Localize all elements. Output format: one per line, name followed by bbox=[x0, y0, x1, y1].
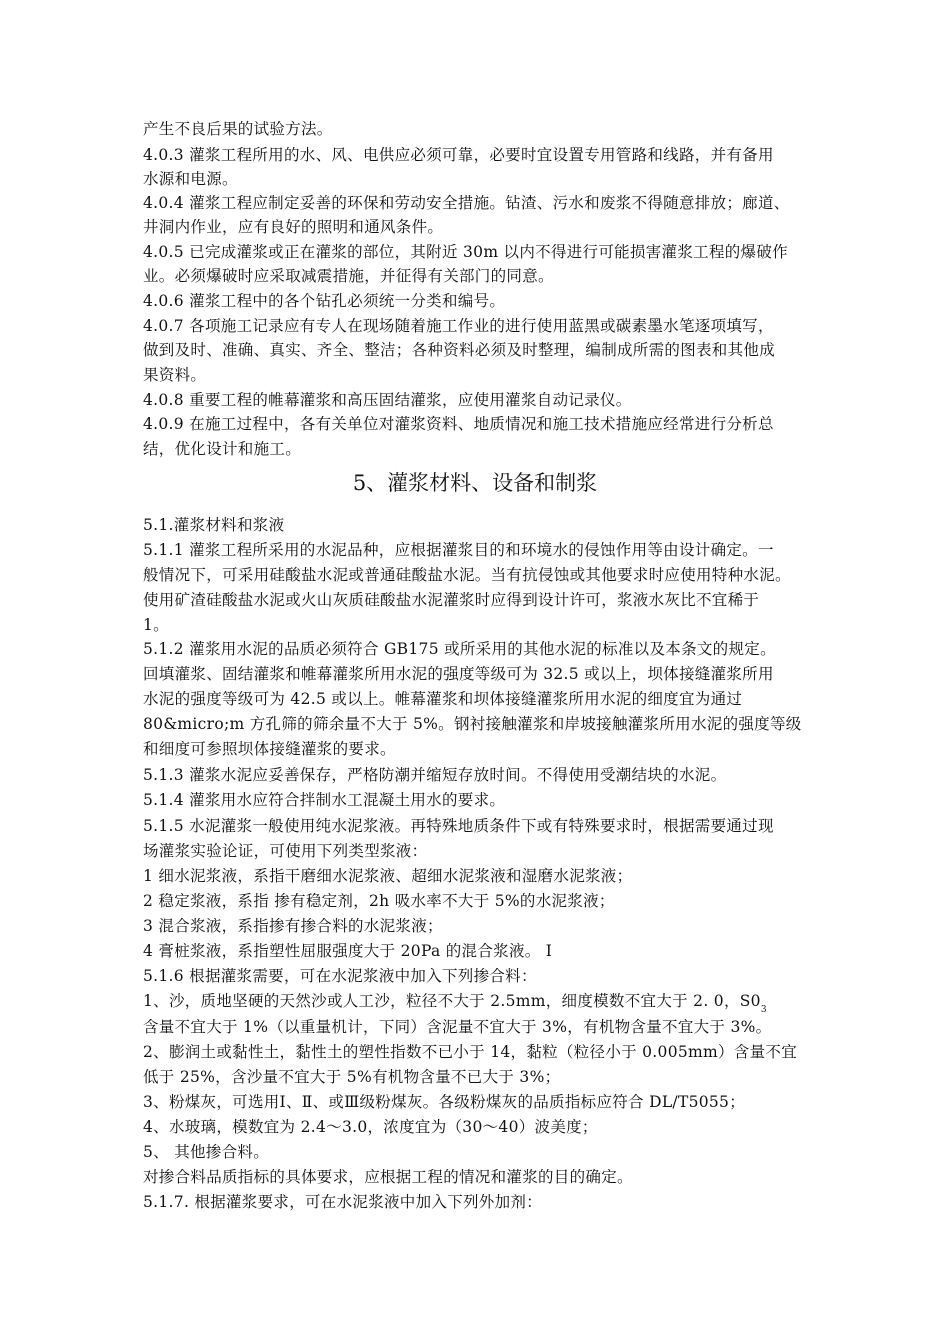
text-line: 2 稳定浆液，系指 掺有稳定剂，2h 吸水率不大于 5%的水泥浆液； bbox=[143, 892, 615, 910]
text-line: 水源和电源。 bbox=[143, 170, 238, 188]
text-line: 和细度可参照坝体接缝灌浆的要求。 bbox=[143, 740, 396, 758]
text-line: 使用矿渣硅酸盐水泥或火山灰质硅酸盐水泥灌浆时应得到设计许可，浆液水灰比不宜稀于 bbox=[143, 591, 760, 609]
text-line: 结，优化设计和施工。 bbox=[143, 440, 302, 458]
text-line: 般情况下，可采用硅酸盐水泥或普通硅酸盐水泥。当有抗侵蚀或其他要求时应使用特种水泥。 bbox=[143, 566, 791, 584]
text-line: 4.0.6 灌浆工程中的各个钻孔必须统一分类和编号。 bbox=[143, 292, 506, 310]
text-line: 回填灌浆、固结灌浆和帷幕灌浆所用水泥的强度等级可为 32.5 或以上，坝体接缝灌浆所用 bbox=[143, 665, 774, 683]
text-line: 80&micro;m 方孔筛的筛余量不大于 5%。钢衬接触灌浆和岸坡接触灌浆所用水泥的强度等级 bbox=[143, 715, 802, 733]
text-line: 5.1.6 根据灌浆需要，可在水泥浆液中加入下列掺合料： bbox=[143, 967, 537, 985]
text-line: 4.0.8 重要工程的帷幕灌浆和高压固结灌浆，应使用灌浆自动记录仪。 bbox=[143, 391, 632, 409]
text-line: 4、水玻璃，模数宜为 2.4～3.0，浓度宜为（30～40）波美度； bbox=[143, 1118, 598, 1136]
text-line: 5.1.1 灌浆工程所采用的水泥品种，应根据灌浆目的和环境水的侵蚀作用等由设计确定。一 bbox=[143, 541, 774, 559]
text-line: 4.0.9 在施工过程中，各有关单位对灌浆资料、地质情况和施工技术措施应经常进行分析总 bbox=[143, 415, 774, 433]
text-line: 果资料。 bbox=[143, 366, 207, 384]
text-line: 5.1.灌浆材料和浆液 bbox=[143, 516, 285, 534]
text-line: 业。必须爆破时应采取减震措施，并征得有关部门的同意。 bbox=[143, 267, 554, 285]
text-line: 4.0.3 灌浆工程所用的水、风、电供应必须可靠，必要时宜设置专用管路和线路，并有备用 bbox=[143, 146, 774, 164]
text-line: 3、粉煤灰，可选用Ⅰ、Ⅱ、或Ⅲ级粉煤灰。各级粉煤灰的品质指标应符合 DL/T5055； bbox=[143, 1093, 746, 1111]
text-line: 做到及时、准确、真实、齐全、整洁；各种资料必须及时整理，编制成所需的图表和其他成 bbox=[143, 341, 776, 359]
text-line: 水泥的强度等级可为 42.5 或以上。帷幕灌浆和坝体接缝灌浆所用水泥的细度宜为通过 bbox=[143, 690, 743, 708]
text-line: 3 混合浆液，系指掺有掺合料的水泥浆液； bbox=[143, 917, 443, 935]
text-line: 4 膏桩浆液，系指塑性屈服强度大于 20Pa 的混合浆液。 I bbox=[143, 942, 553, 960]
text-line: 场灌浆实验论证，可使用下列类型浆液： bbox=[143, 842, 428, 860]
text-line: 1 细水泥浆液，系指干磨细水泥浆液、超细水泥浆液和湿磨水泥浆液； bbox=[143, 867, 633, 885]
text-line: 2、膨润土或黏性土，黏性土的塑性指数不已小于 14，黏粒（粒径小于 0.005mm）含量不宜 bbox=[143, 1043, 798, 1061]
text-line: 井洞内作业，应有良好的照明和通风条件。 bbox=[143, 218, 444, 236]
text-line: 对掺合料品质指标的具体要求，应根据工程的情况和灌浆的目的确定。 bbox=[143, 1168, 633, 1186]
text-line: 含量不宜大于 1%（以重量机计，下同）含泥量不宜大于 3%，有机物含量不宜大于 3%。 bbox=[143, 1018, 772, 1036]
text-run: 1、沙，质地坚硬的天然沙或人工沙，粒径不大于 2.5mm，细度模数不宜大于 2. 0，S0 bbox=[143, 992, 761, 1010]
text-line: 5.1.2 灌浆用水泥的品质必须符合 GB175 或所采用的其他水泥的标准以及本条文的规定。 bbox=[143, 640, 776, 658]
text-line: 低于 25%，含沙量不宜大于 5%有机物含量不已大于 3%； bbox=[143, 1068, 561, 1086]
text-line: 4.0.7 各项施工记录应有专人在现场随着施工作业的进行使用蓝黑或碳素墨水笔逐项填写， bbox=[143, 317, 774, 335]
text-line: 4.0.5 已完成灌浆或正在灌浆的部位，其附近 30m 以内不得进行可能损害灌浆工程的爆破作 bbox=[143, 243, 788, 261]
text-line: 1。 bbox=[143, 616, 169, 634]
text-line: 4.0.4 灌浆工程应制定妥善的环保和劳动安全措施。钻渣、污水和废浆不得随意排放；廊道、 bbox=[143, 194, 790, 212]
text-line: 产生不良后果的试验方法。 bbox=[143, 120, 333, 138]
text-line: 5、 其他掺合料。 bbox=[143, 1143, 269, 1161]
text-line: 5.1.4 灌浆用水应符合拌制水工混凝土用水的要求。 bbox=[143, 791, 506, 809]
text-line: 5.1.5 水泥灌浆一般使用纯水泥浆液。再特殊地质条件下或有特殊要求时，根据需要通过现 bbox=[143, 817, 774, 835]
subscript: 3 bbox=[760, 1005, 767, 1015]
text-line: 5.1.3 灌浆水泥应妥善保存，严格防潮并缩短存放时间。不得使用受潮结块的水泥。 bbox=[143, 766, 727, 784]
text-line: 5.1.7. 根据灌浆要求，可在水泥浆液中加入下列外加剂： bbox=[143, 1193, 542, 1211]
section-title: 5、灌浆材料、设备和制浆 bbox=[352, 471, 598, 495]
